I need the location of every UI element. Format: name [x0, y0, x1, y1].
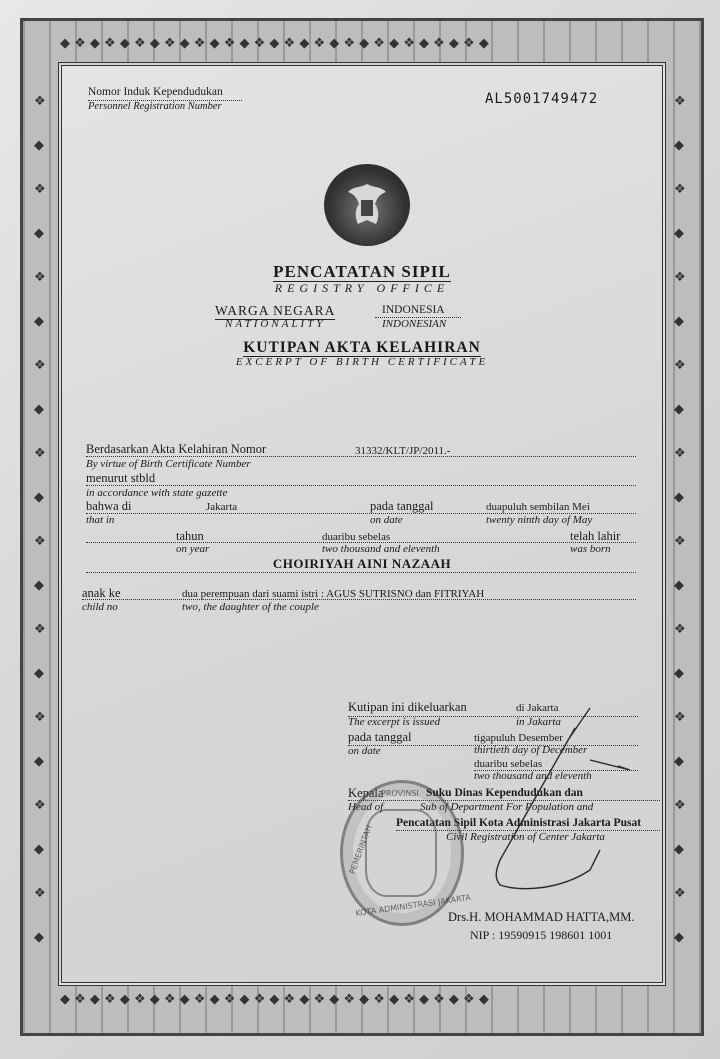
nik-value: AL5001749472 — [485, 91, 599, 107]
date-value-en: twenty ninth day of May — [486, 514, 593, 526]
year-value-en: two thousand and eleventh — [322, 543, 440, 555]
issued-label: Kutipan ini dikeluarkan — [348, 700, 467, 714]
issue-date-label: pada tanggal — [348, 730, 412, 744]
dept-line-2: Pencatatan Sipil Kota Administrasi Jakarta Pusat — [396, 817, 642, 829]
cert-no-label-en: By virtue of Birth Certificate Number — [86, 458, 251, 470]
office-title: PENCATATAN SIPIL — [273, 262, 451, 281]
dept-line-1-en: Sub of Department For Population and — [420, 801, 594, 813]
child-name: CHOIRIYAH AINI NAZAAH — [272, 556, 452, 571]
official-name: Drs.H. MOHAMMAD HATTA,MM. — [448, 910, 635, 924]
nationality-value-en: INDONESIAN — [382, 318, 447, 330]
nik-label: Nomor Induk Kependudukan — [88, 86, 223, 98]
document-title-en: EXCERPT OF BIRTH CERTIFICATE — [235, 356, 489, 368]
issued-value-en: in Jakarta — [516, 716, 561, 728]
born-label-en: was born — [570, 543, 611, 555]
year-value: duaribu sebelas — [322, 531, 391, 543]
date-label-en: on date — [370, 514, 403, 526]
cert-no-value: 31332/KLT/JP/2011.- — [355, 445, 451, 457]
garuda-emblem-icon — [324, 164, 410, 246]
issue-date-value-en: thirtieth day of December — [474, 744, 588, 756]
issued-value: di Jakarta — [516, 702, 559, 714]
jakarta-crest-icon — [365, 809, 437, 897]
stamp-text-top: PROVINSI — [381, 789, 419, 798]
cert-no-label: Berdasarkan Akta Kelahiran Nomor — [86, 442, 267, 456]
nik-label-en: Personnel Registration Number — [88, 101, 222, 112]
dept-line-1: Suku Dinas Kependudukan dan — [426, 787, 583, 799]
issued-label-en: The excerpt is issued — [348, 716, 440, 728]
stamp-text-bottom: KOTA ADMINISTRASI JAKARTA — [354, 892, 472, 919]
official-nip: NIP : 19590915 198601 1001 — [470, 928, 613, 942]
document-title: KUTIPAN AKTA KELAHIRAN — [243, 339, 481, 356]
place-label-en: that in — [86, 514, 115, 526]
child-no-value-en: two, the daughter of the couple — [182, 601, 319, 613]
stbld-label: menurut stbld — [86, 471, 156, 485]
year-label: tahun — [176, 529, 204, 543]
born-label: telah lahir — [570, 529, 621, 543]
issue-date-value: tigapuluh Desember — [474, 732, 563, 744]
stamp-text-left: PEMERINTAH — [347, 823, 374, 876]
place-label: bahwa di — [86, 499, 132, 513]
date-label: pada tanggal — [370, 499, 434, 513]
place-value: Jakarta — [206, 501, 238, 513]
year-label-en: on year — [176, 543, 210, 555]
head-label: Kepala — [348, 786, 384, 800]
stbld-label-en: in accordance with state gazette — [86, 487, 228, 499]
office-title-en: REGISTRY OFFICE — [274, 281, 450, 295]
dept-line-2-en: Civil Registration of Center Jakarta — [446, 831, 605, 843]
nationality-value: INDONESIA — [382, 304, 445, 316]
nationality-label-en: NATIONALITY — [225, 318, 326, 330]
child-no-value: dua perempuan dari suami istri : AGUS SUTRISNO dan FITRIYAH — [182, 588, 485, 600]
issue-year-value: duaribu sebelas — [474, 758, 543, 770]
issue-date-label-en: on date — [348, 745, 381, 757]
issue-year-value-en: two thousand and eleventh — [474, 770, 592, 782]
child-no-label: anak ke — [82, 586, 121, 600]
head-label-en: Head of — [348, 801, 384, 813]
nationality-label: WARGA NEGARA — [215, 303, 336, 318]
signature — [440, 700, 640, 900]
date-value: duapuluh sembilan Mei — [486, 501, 590, 513]
child-no-label-en: child no — [82, 601, 118, 613]
